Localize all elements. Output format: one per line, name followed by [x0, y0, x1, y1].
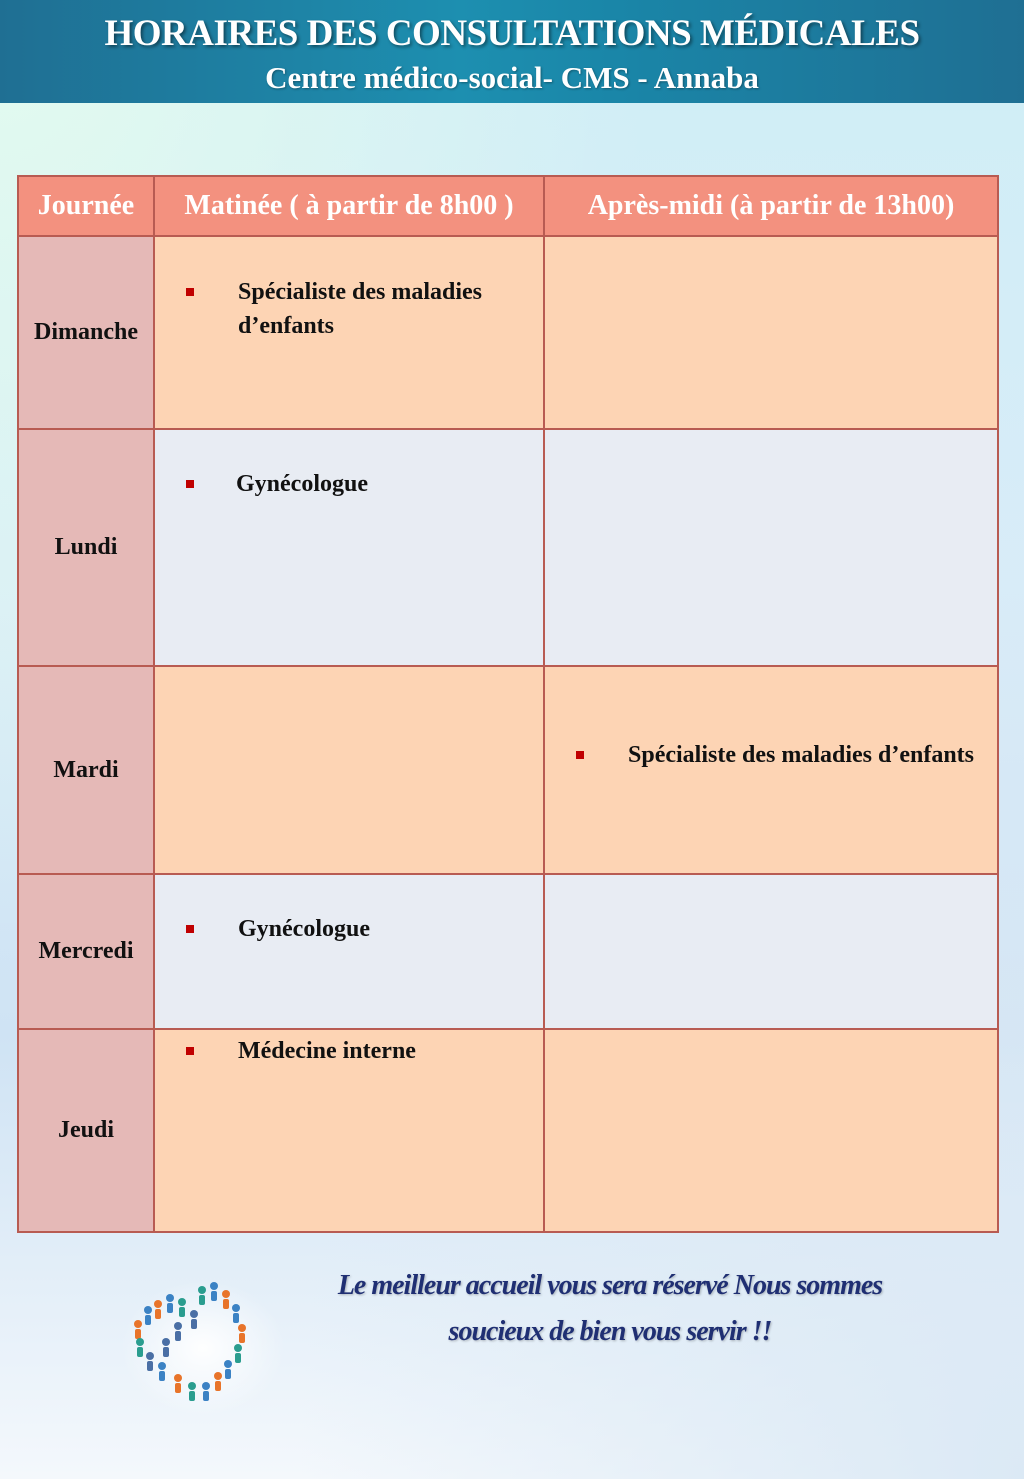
afternoon-cell [544, 874, 998, 1029]
morning-cell [154, 874, 544, 1029]
table-row [18, 666, 998, 874]
day-cell: Jeudi [18, 1029, 154, 1232]
schedule-entry [545, 738, 997, 772]
morning-cell [154, 236, 544, 429]
header-day: Journée [18, 176, 154, 236]
day-cell: Mercredi [18, 874, 154, 1029]
square-bullet-icon [576, 751, 584, 759]
day-cell: Lundi [18, 429, 154, 666]
entry-label: Spécialiste des maladies d’enfants [628, 742, 975, 768]
footer-message [280, 1263, 940, 1355]
square-bullet-icon [186, 925, 194, 933]
square-bullet-icon [186, 480, 194, 488]
schedule-entry [155, 1034, 543, 1068]
table-row [18, 236, 998, 429]
header-afternoon: Après-midi (à partir de 13h00) [544, 176, 998, 236]
schedule-entry [155, 275, 543, 343]
table-row [18, 1029, 998, 1232]
entry-label: Gynécologue [238, 916, 370, 942]
day-cell: Dimanche [18, 236, 154, 429]
square-bullet-icon [186, 1047, 194, 1055]
schedule-entry [155, 912, 543, 946]
table-row [18, 429, 998, 666]
square-bullet-icon [186, 288, 194, 296]
page-header [0, 0, 1024, 103]
table-header-row [18, 176, 998, 236]
header-morning: Matinée ( à partir de 8h00 ) [154, 176, 544, 236]
footer-message-line2: soucieux de bien vous servir !! [448, 1316, 772, 1347]
afternoon-cell [544, 1029, 998, 1232]
afternoon-cell [544, 236, 998, 429]
morning-cell [154, 666, 544, 874]
entry-label: Spécialiste des maladies d’enfants [238, 279, 482, 339]
afternoon-cell [544, 429, 998, 666]
schedule-entry [155, 467, 543, 501]
schedule-table [17, 175, 999, 1233]
morning-cell [154, 429, 544, 666]
page-subtitle: Centre médico-social- CMS - Annaba [265, 60, 759, 95]
entry-label: Médecine interne [238, 1038, 416, 1064]
morning-cell [154, 1029, 544, 1232]
heart-of-people-icon [118, 1268, 288, 1418]
afternoon-cell [544, 666, 998, 874]
table-row [18, 874, 998, 1029]
entry-label: Gynécologue [236, 471, 368, 497]
footer-message-line1: Le meilleur accueil vous sera réservé Nous sommes [337, 1270, 883, 1301]
day-cell: Mardi [18, 666, 154, 874]
page-title: HORAIRES DES CONSULTATIONS MÉDICALES [104, 13, 920, 54]
